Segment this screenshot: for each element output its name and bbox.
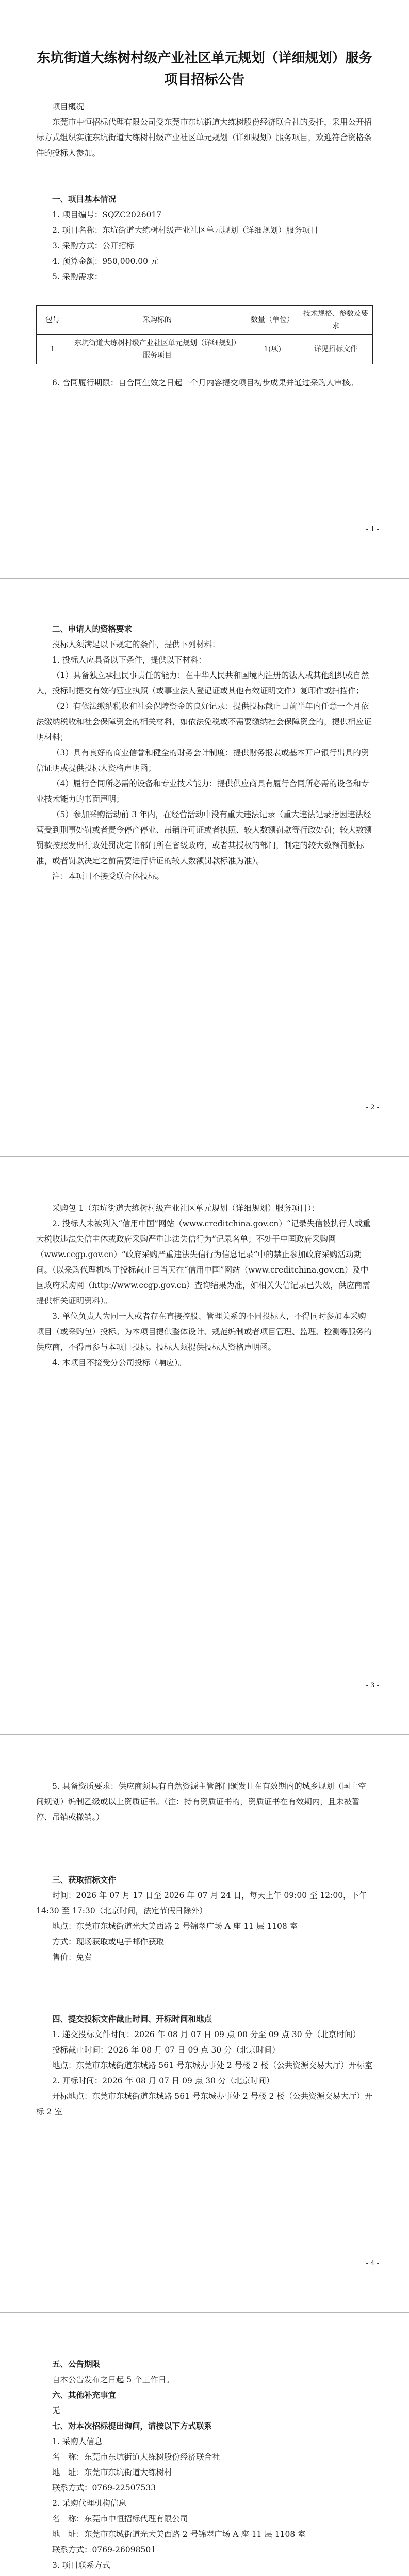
- agency-line: 地 址：东莞市东城街道光大美西路 2 号锦翠广场 A 座 11 层 1108 室: [52, 2530, 306, 2539]
- overview-heading: 项目概况: [52, 102, 85, 111]
- requirement-item: （3）具有良好的商业信誉和健全的财务会计制度：提供财务报表或基本开户银行出具的资信证明或提供投标人资格声明函；: [36, 748, 369, 773]
- agency-heading: 2. 采购代理机构信息: [52, 2499, 126, 2508]
- section1-line: 2. 项目名称：东坑街道大练树村级产业社区单元规划（详细规划）服务项目: [52, 226, 318, 235]
- table-cell: 1: [37, 335, 69, 364]
- section4-line: 开标地点：东莞市东城街道东城路 561 号东城办事处 2 号楼 2 楼（公共资源交易大厅）开标 2 室: [36, 2092, 373, 2116]
- page-separator: [0, 2312, 409, 2313]
- requirement-item: 2. 投标人未被列入“信用中国”网站（www.creditchina.gov.cn）“记录失信被执行人或重大税收违法失信主体或政府采购严重违法失信行为”记录名单；不处于中国政府采购网（www.ccgp.gov.cn）“政府采购严重违法失信行为信息记录”中的禁止参加政府采购活动期间。（以采购代理机构于投标截止日当天在“信用中国”网站（www.creditchina.gov.cn）及中国政府采购网（http://www.ccgp.gov.cn）查询结果为准，如相关失信记录已失效，供应商需提供相关证明资料）。: [36, 1219, 371, 1306]
- purchaser-line: 地 址：东莞市东坑街道大练树村: [52, 2468, 172, 2477]
- section4-heading: 四、提交投标文件截止时间、开标时间和地点: [52, 2014, 212, 2024]
- agency-line: 名 称：东莞市中恒招标代理有限公司: [52, 2514, 188, 2523]
- page-number: - 3 -: [366, 1682, 379, 1689]
- section1-line: 5. 采购需求：: [52, 272, 103, 281]
- section1-heading: 一、项目基本情况: [52, 194, 117, 204]
- lot-heading: 采购包 1（东坑街道大练树村级产业社区单元规划（详细规划）服务项目）：: [52, 1204, 320, 1213]
- section4-line: 投标截止时间：2026 年 08 月 07 日 09 点 30 分（北京时间）: [52, 2045, 280, 2055]
- section5-text: 自本公告发布之日起 5 个工作日。: [52, 2375, 174, 2384]
- table-header: 包号: [37, 306, 69, 335]
- requirement-note: 注：本项目不接受联合体投标。: [52, 872, 165, 881]
- section1-line: 1. 项目编号：SQZC2026017: [52, 210, 162, 219]
- table-cell: 详见招标文件: [299, 335, 373, 364]
- contract-period: 6. 合同履行期限：自合同生效之日起一个月内容提交项目初步成果并通过采购人审核。: [52, 378, 358, 387]
- section6-heading: 六、其他补充事宜: [52, 2390, 117, 2400]
- overview-block: [36, 99, 373, 161]
- purchaser-line: 联系方式：0769-22507533: [52, 2483, 156, 2493]
- section3-line: 地点：东莞市东城街道光大美西路 2 号锦翠广场 A 座 11 层 1108 室: [52, 1922, 298, 1931]
- section3-line: 售价：免费: [52, 1953, 92, 1962]
- requirement-item: 5. 具备资质要求：供应商须具有自然资源主管部门颁发且在有效期内的城乡规划（国土空间规划）编制乙级或以上资质证书。（注：持有资质证书的，资质证书在有效期内，且未被暂停、吊销或撤销。）: [36, 1782, 366, 1822]
- section1-block: [36, 192, 373, 284]
- requirement-item: （4）履行合同所必需的设备和专业技术能力：提供供应商具有履行合同所必需的设备和专业技术能力的书面声明；: [36, 779, 369, 804]
- requirement-item: （5）参加采购活动前 3 年内，在经营活动中没有重大违法记录（重大违法记录指因违法经营受到刑事处罚或者责令停产停业、吊销许可证或者执照、较大数额罚款等行政处罚；较大数额罚款按照发出行政处罚决定书部门所在省级政府，或者其授权的部门，制定的较大数额罚款标准，或者罚款决定之前需要进行听证的较大数额罚款标准为准）。: [36, 810, 372, 866]
- section2-page4: [36, 1778, 373, 1825]
- page-separator: [0, 578, 409, 579]
- table-cell: 1(项): [246, 335, 299, 364]
- purchaser-line: 名 称：东莞市东坑街道大练树股份经济联合社: [52, 2452, 220, 2462]
- page-number: - 2 -: [366, 1104, 379, 1111]
- requirement-item: 1. 投标人应具备以下条件，提供以下材料：: [52, 655, 206, 665]
- section2-intro: 投标人须满足以下规定的条件，提供下列材料：: [52, 640, 220, 649]
- table-cell: 东坑街道大练树村级产业社区单元规划（详细规划）服务项目: [69, 335, 246, 364]
- section1-line: 4. 预算金额：950,000.00 元: [52, 257, 159, 266]
- page-number: - 1 -: [366, 526, 379, 533]
- table-header: 采购标的: [69, 306, 246, 335]
- section1-tail: [36, 375, 373, 391]
- section4-line: 地点：东莞市东城街道东城路 561 号东城办事处 2 号楼 2 楼（公共资源交易大厅）开标室: [52, 2061, 373, 2070]
- section3-block: [36, 1872, 373, 1965]
- lots-table: [36, 305, 373, 364]
- section4-line: 2. 开标时间：2026 年 08 月 07 日 09 点 30 分（北京时间）: [52, 2076, 274, 2086]
- section3-line: 方式：现场获取或电子邮件获取: [52, 1937, 165, 1946]
- section3-line: 时间：2026 年 07 月 17 日至 2026 年 07 月 24 日，每天上午 09:00 至 12:00，下午 14:30 至 17:30（北京时间，法定节假日除外）: [36, 1891, 367, 1916]
- page-separator: [0, 1734, 409, 1735]
- requirement-item: 3. 单位负责人为同一人或者存在直接控股、管理关系的不同投标人，不得同时参加本采购项目（或采购包）投标。为本项目提供整体设计、规范编制或者项目管理、监理、检测等服务的供应商，不得再参与本项目投标。投标人须提供投标人资格声明函。: [36, 1312, 372, 1352]
- section5-7-block: [36, 2357, 373, 2576]
- page-separator: [0, 1156, 409, 1157]
- table-header: 数量（单位）: [246, 306, 299, 335]
- purchaser-heading: 1. 采购人信息: [52, 2437, 103, 2446]
- overview-text: 东莞市中恒招标代理有限公司受东莞市东坑街道大练树股份经济联合社的委托，采用公开招标方式组织实施东坑街道大练树村级产业社区单元规划（详细规划）服务项目，欢迎符合资格条件的投标人参加。: [36, 117, 372, 158]
- page-number: - 4 -: [366, 2260, 379, 2267]
- table-header: 技术规格、参数及要求: [299, 306, 373, 335]
- section6-text: 无: [52, 2406, 60, 2415]
- section5-heading: 五、公告期限: [52, 2359, 101, 2369]
- table-row: [37, 335, 373, 364]
- section4-block: [36, 2011, 373, 2120]
- section4-line: 1. 递交投标文件时间：2026 年 08 月 07 日 09 点 00 分至 09 点 30 分（北京时间）: [52, 2030, 361, 2039]
- section2-heading: 二、申请人的资格要求: [52, 624, 133, 634]
- contact-heading: 3. 项目联系方式: [52, 2561, 110, 2570]
- requirement-item: （2）有依法缴纳税收和社会保障资金的良好记录：提供投标截止日前半年内任意一个月依法缴纳税收和社会保障资金的相关材料，如依法免税或不需要缴纳社会保障资金的，提供相应证明材料；: [36, 702, 372, 742]
- document-title: 东坑街道大练树村级产业社区单元规划（详细规划）服务项目招标公告: [37, 50, 372, 88]
- requirement-item: 4. 本项目不接受分公司投标（响应）。: [52, 1358, 186, 1367]
- section7-heading: 七、对本次招标提出询问，请按以下方式联系: [52, 2421, 212, 2431]
- contact-line: [36, 2573, 373, 2576]
- requirement-item: （1）具备独立承担民事责任的能力：在中华人民共和国境内注册的法人或其他组织或自然人，投标时提交有效的营业执照（或事业法人登记证或其他有效证明文件）复印件或扫描件；: [36, 671, 369, 696]
- section2-continued: [36, 1200, 373, 1370]
- table-header-row: [37, 306, 373, 335]
- agency-line: 联系方式：0769-26098501: [52, 2545, 156, 2554]
- section2-block: [36, 621, 373, 884]
- section1-line: 3. 采购方式：公开招标: [52, 241, 135, 250]
- section3-heading: 三、获取招标文件: [52, 1875, 117, 1885]
